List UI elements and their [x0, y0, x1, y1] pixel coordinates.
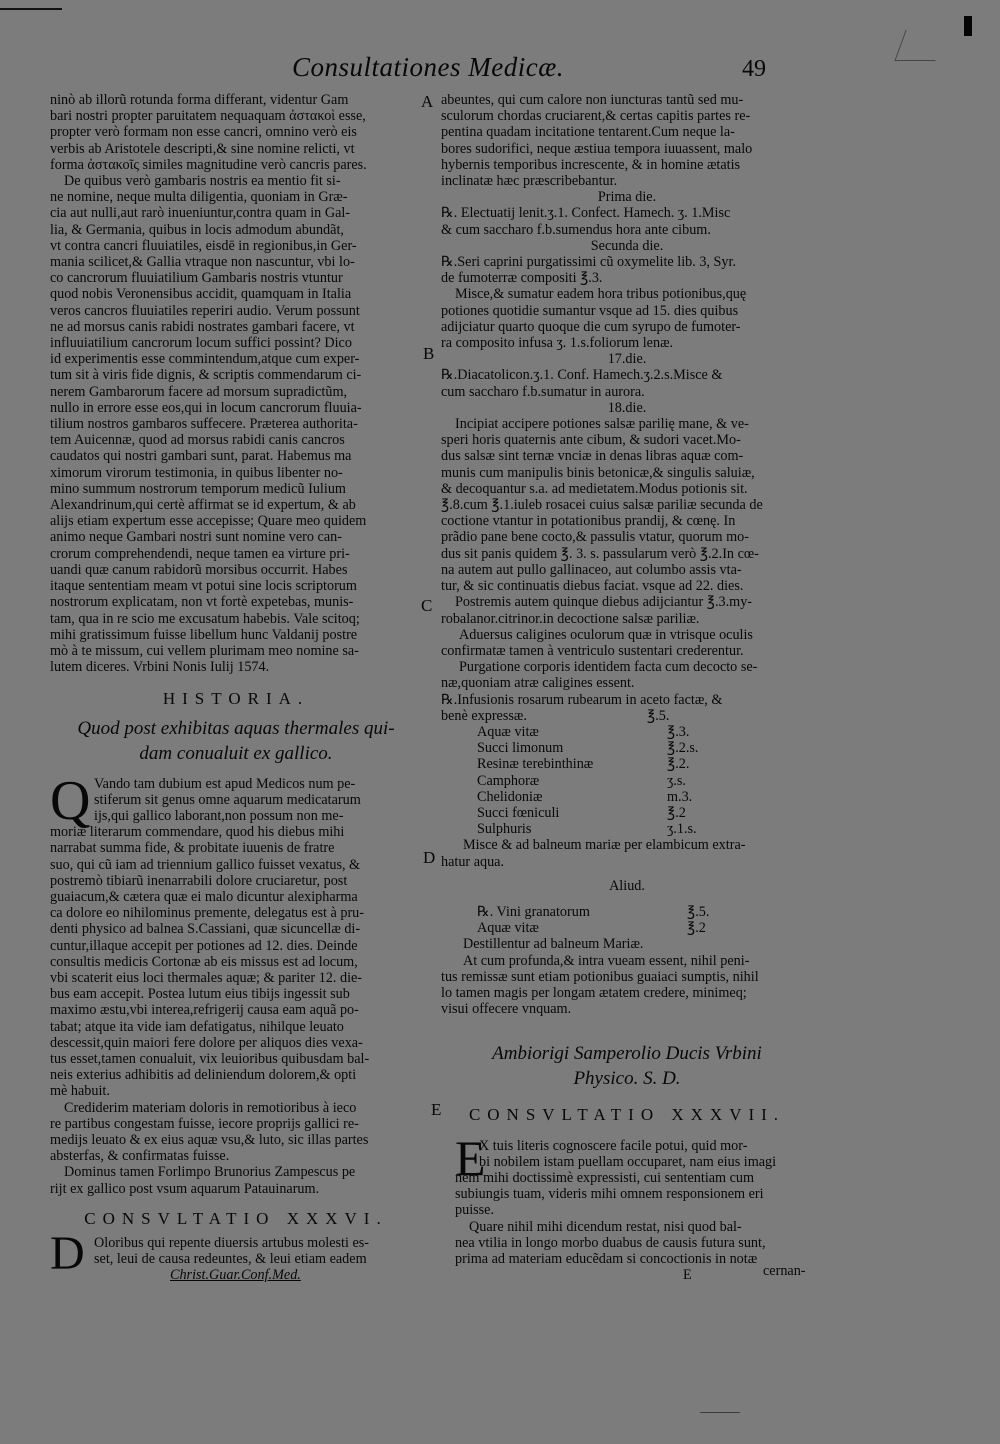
bottom-rule: [700, 1412, 740, 1413]
recipe-row: [441, 773, 813, 789]
text-line: rijt ex gallico post vsum aquarum Patauinarum.: [50, 1180, 320, 1197]
aliud-heading: Aliud.: [609, 877, 645, 894]
signature-letter: E: [683, 1267, 692, 1284]
recipe-quantity: ℥.2.: [667, 756, 690, 773]
text-line: ne ad morsus canis rabidi nostrates gambari facere, vt: [50, 318, 355, 335]
text-line: ℞.Seri caprini purgatissimi cũ oxymelite lib. 3, Syr.: [441, 254, 736, 271]
text-line: ℞.Infusionis rosarum rubearum in aceto factæ, &: [441, 691, 723, 708]
recipe-row: [441, 821, 813, 837]
text-line: tabat; atque ita vide iam defatigatus, nihilque leuato: [50, 1018, 344, 1035]
text-line: dus salsæ sint ternæ vnciæ in denas libras aquæ com-: [441, 448, 744, 465]
top-rule: [0, 8, 62, 10]
catchword: cernan-: [763, 1263, 806, 1280]
historia-title: [50, 716, 422, 766]
text-line: uandi quæ canum rabidorũ morsibus occurrit. Habes: [50, 561, 348, 578]
text-line: nullo in errore esse eos,qui in locum cancrorum fluuia-: [50, 399, 362, 416]
text-line: consultis medicis Cortonæ ab eis missus est ad locum,: [50, 953, 358, 970]
catchword-signature-row: [50, 1267, 422, 1283]
text-line: suo, qui cũ iam ad triennium gallico fuisset vexatus, &: [50, 856, 361, 873]
text-line: tilium nostros gambaros suffecere. Præterea authorita-: [50, 416, 358, 433]
scan-mark: [964, 16, 972, 36]
text-line: lia, & Germania, quibus in locis admodum abundãt,: [50, 221, 344, 238]
marginal-letter-a: A: [421, 92, 434, 111]
text-line: Alexandrinum,qui certè affirmat se id expertum, & ab: [50, 497, 356, 514]
secunda-die-heading: Secunda die.: [590, 237, 664, 254]
text-line: bores sudorifici, neque æstiua tempora iuuassent, malo: [441, 140, 753, 157]
text-line: tam, qua in re scio me excusatum habebis. Vale scitoq;: [50, 610, 360, 627]
text-line: vbi scaterit eius loci thermales aquæ; & pariter 12. die-: [50, 969, 363, 986]
text-line: Postremis autem quinque diebus adijciantur ℥.3.my-: [455, 594, 753, 611]
text-line: cuntur,illaque accepit per potiones ad 12. dies. Deinde: [50, 937, 358, 954]
consultatio-36-heading: CONSVLTATIO XXXVI.: [84, 1208, 388, 1228]
text-line: sculorum chordas cruciarent,& certas capitis partes re-: [441, 108, 751, 125]
historia-heading: HISTORIA.: [162, 689, 310, 709]
text-line: cia aut nulli,aut rarò inueniuntur,contra quam in Gal-: [50, 205, 351, 222]
text-line: denti physico ad balnea S.Cassiani, quæ sicuncellæ di-: [50, 921, 361, 938]
text-line: tum sit à viris fide dignis, & scriptis commendarum ci-: [50, 367, 362, 384]
text-line: pentina quadam incitatione tentarent.Cum neque la-: [441, 124, 735, 141]
recipe-row: [441, 920, 813, 936]
purgatio-paragraph: [441, 659, 813, 691]
intro-paragraph: [441, 92, 813, 189]
text-line: lutem diceres. Vrbini Nonis Iulij 1574.: [50, 659, 270, 676]
text-line: bus eam accepit. Postea lutum eius tibijs ingessit sub: [50, 986, 350, 1003]
recipe-intro: [441, 692, 813, 708]
text-line: confirmatæ tamen à ventriculo sustentari crederentur.: [441, 642, 744, 659]
text-line: ne nomine, neque multa diligentia, quoniam in Græ-: [50, 189, 348, 206]
recipe-quantity: ℥.3.: [667, 723, 690, 740]
recipe-ingredient: Camphoræ: [477, 772, 540, 789]
recipe-quantity: ℥.2: [687, 920, 706, 937]
historia-body: [50, 769, 422, 1100]
text-line: Destillentur ad balneum Mariæ.: [463, 936, 644, 953]
text-line: maximo æstu,vbi interea,refrigerij causa eam aquã po-: [50, 1002, 359, 1019]
text-line: inclinatæ hæc præscribebantur.: [441, 173, 618, 190]
prima-die-text: [441, 205, 813, 237]
marginal-letter-c: C: [421, 596, 433, 615]
text-line: & decoquantur s.a. ad medietatem.Modus potionis sit.: [441, 480, 748, 497]
drop-cap-d: D: [50, 1227, 85, 1280]
marginal-letter-d: D: [423, 848, 436, 867]
text-line: robalanor.citrinor.in decoctione salsæ pariliæ.: [441, 610, 700, 627]
recipe-row: [441, 756, 813, 772]
text-line: munis cum manipulis binis betonicæ,& singulis saluiæ,: [441, 464, 755, 481]
text-line: Crediderim materiam doloris in remotioribus à ieco: [64, 1099, 357, 1116]
text-line: verbis ab Aristotele descripti,& sine nomine relicti, vt: [50, 140, 355, 157]
text-line: nem mihi doctissimè expressisti, cui sententiam cum: [455, 1169, 755, 1186]
text-line: X tuis literis cognoscere facile potui, quid mor-: [479, 1137, 748, 1154]
text-line: nostrorum explicatam, non vt fortè expetebas, munis-: [50, 594, 354, 611]
text-line: re partibus congestam fuisse, iecore proprijs gallici re-: [50, 1115, 359, 1132]
text-line: adijciatur quarto quoque die cum syrupo de fumoter-: [441, 318, 741, 335]
text-line: mò à te missum, cui vellem plurimam meo nomine sa-: [50, 642, 359, 659]
text-line: mino summum nostrorum temporum medicũ Iulium: [50, 480, 346, 497]
recipe-quantity: ℥.5.: [687, 903, 710, 920]
text-line: bari nostri propter paruitatem nequaquam ἀστακοὶ esse,: [50, 108, 366, 125]
text-line: Incipiat accipere potiones salsæ parilię mane, & ve-: [455, 416, 749, 433]
text-line: moriæ literarum commendare, quod his diebus mihi: [50, 824, 345, 841]
letter-heading-line: Ambiorigi Samperolio Ducis Vrbini: [492, 1043, 762, 1065]
secunda-die-text: [441, 254, 813, 351]
text-line: guaiacum,& cætera quæ ei malo dicuntur alexipharma: [50, 888, 358, 905]
page-corner-mark: [894, 30, 946, 61]
text-line: tur, & sic continuatis diebus faciat. vsque ad 22. dies.: [441, 578, 744, 595]
text-line: crorum comprehendendi, neque tamen ea virture pri-: [50, 545, 350, 562]
text-line: Misce & ad balneum mariæ per elambicum extra-: [463, 837, 746, 854]
recipe-row: [441, 724, 813, 740]
historia-title-line: dam conualuit ex gallico.: [139, 742, 333, 764]
historia-paragraph-3-body: [50, 1181, 422, 1197]
text-line: Dominus tamen Forlimpo Brunorius Zampescus pe: [64, 1164, 356, 1181]
text-line: ℞. Electuatij lenit.ʒ.1. Confect. Hamech. ʒ. 1.Misc: [441, 205, 731, 222]
recipe-quantity: ℥.2: [667, 804, 686, 821]
text-line: ra composito infusa ʒ. 1.s.foliorum lenæ.: [441, 335, 674, 352]
text-line: Oloribus qui repente diuersis artubus molesti es-: [94, 1235, 370, 1251]
drop-cap-e: E: [455, 1129, 486, 1186]
text-line: ca dolore eo nihilominus premente, delegatus est à pru-: [50, 905, 364, 922]
recipe-quantity: ℥.2.s.: [667, 740, 699, 757]
text-line: alijs etiam expertum esse accepisse; Quare meo quidem: [50, 513, 367, 530]
recipe-row: [441, 708, 813, 724]
text-line: ℞.Diacatolicon.ʒ.1. Conf. Hamech.ʒ.2.s.Misce &: [441, 367, 723, 384]
paragraph-de-quibus-body: [50, 189, 422, 675]
text-line: quod nobis Veronensibus accidit, quamquam in Italia: [50, 286, 352, 303]
right-column: [441, 92, 813, 1285]
text-line: prima ad materiam educẽdam si concoctionis in notæ: [455, 1251, 758, 1267]
text-line: speri horis quaternis ante cibum, & sudori vacet.Mo-: [441, 432, 741, 449]
historia-title-line: Quod post exhibitas aquas thermales qui-: [77, 717, 395, 739]
text-line: & cum saccharo f.b.sumendus hora ante cibum.: [441, 221, 711, 238]
marginal-letter-e: E: [431, 1100, 442, 1119]
aliud-text: [441, 936, 813, 1017]
recipe-outro: [441, 837, 813, 869]
text-line: propter verò formam non esse cancri, omnino verò eis: [50, 124, 357, 141]
text-line: bi nobilem istam puellam occuparet, nam eius imagi: [479, 1153, 777, 1170]
text-line: cum saccharo f.b.sumatur in aurora.: [441, 383, 645, 400]
text-line: tem Auicennæ, quod ad morsus rabidi canis cancros: [50, 432, 345, 449]
recipe-ingredient: Succi fœniculi: [477, 804, 560, 821]
day-17-heading: 17.die.: [607, 351, 647, 368]
recipe-row: [441, 805, 813, 821]
recipe-ingredient: ℞. Vini granatorum: [477, 903, 590, 920]
recipe-ingredient: Resinæ terebinthinæ: [477, 756, 594, 773]
text-line: nea vtilia in longo morbo duabus de causis futura sunt,: [455, 1234, 766, 1251]
text-line: itaque sententiam meam vt potui sine locis scriptorum: [50, 578, 357, 595]
text-line: ximorum virorum testimonia, in quibus libenter no-: [50, 464, 343, 481]
paragraph-de-quibus: [50, 173, 422, 189]
recipe-quantity: ℥.5.: [647, 707, 670, 724]
text-line: mania scilicet,& Gallia vtraque non nascuntur, vbi lo-: [50, 254, 355, 271]
historia-paragraph-2: [50, 1100, 422, 1116]
text-line: veros cancros fluuiatiles reperiri audio. Verum possunt: [50, 302, 360, 319]
text-line: de fumoterræ compositi ℥.3.: [441, 270, 603, 287]
text-line: nerem Gambarorum facere ad morsum supradictũm,: [50, 383, 348, 400]
text-line: Aduersus caligines oculorum quæ in vtrisque oculis: [459, 626, 753, 643]
text-line: mihi gratissimum fuisse libellum hunc Valdanij postre: [50, 626, 358, 643]
text-line: tus remissæ sunt etiam potionibus guaiaci sumptis, nihil: [441, 968, 759, 985]
text-line: subiungis tuam, videris mihi omnem responsionem eri: [455, 1186, 764, 1203]
left-column: [50, 92, 422, 1284]
text-line: hybernis temporibus increscente, & in homine ætatis: [441, 156, 741, 173]
text-line: hatur aqua.: [441, 853, 505, 870]
day-18-heading: 18.die.: [607, 399, 647, 416]
day-17-text: [441, 367, 813, 399]
text-line: descessit,quin maiori fere dolore per aliquos dies vexa-: [50, 1034, 363, 1051]
text-line: At cum profunda,& intra vueam essent, nihil peni-: [463, 952, 750, 969]
consultatio-37-paragraph-2: [441, 1219, 813, 1268]
text-line: na autem aut pullo gallinaceo, aut columbo assis vta-: [441, 561, 742, 578]
consultatio-37-heading: CONSVLTATIO XXXVII.: [468, 1105, 786, 1125]
recipe-ingredient: benè expressæ.: [441, 707, 527, 724]
page-number: 49: [742, 56, 766, 82]
text-line: influuiatilium cancrorum locum suffici possint? Dico: [50, 335, 352, 352]
text-line: caudatos qui nostri gambari sunt, parat. Habemus ma: [50, 448, 352, 465]
text-line: forma ἀστακοῖς similes magnitudine verò cancris pares.: [50, 156, 367, 173]
recipe-ingredient: Aquæ vitæ: [477, 723, 539, 740]
historia-paragraph-2-body: [50, 1116, 422, 1165]
text-line: stiferum sit genus omne aquarum medicatarum: [94, 791, 361, 808]
recipe-ingredient: Succi limonum: [477, 740, 564, 757]
drop-cap-q: Q: [50, 769, 91, 832]
text-line: næ,quoniam atræ caligines essent.: [441, 675, 635, 692]
text-line: id experimentis esse commintendum,atque cum exper-: [50, 351, 360, 368]
text-line: set, leui de causa redeuntes, & leui etiam eadem: [94, 1251, 367, 1268]
consultatio-37-body: [441, 1129, 813, 1219]
caligines-paragraph: [441, 627, 813, 659]
historia-paragraph-3: [50, 1164, 422, 1180]
text-line: ninò ab illorũ rotunda forma differant, videntur Gam: [50, 92, 349, 108]
paragraph-gambari: [50, 92, 422, 173]
text-line: potiones quotidie sumantur vsque ad 15. dies quibus: [441, 302, 739, 319]
recipe-ingredient: Sulphuris: [477, 821, 532, 838]
text-line: tus esset,tamen conualuit, vix leuioribus quibusdam bal-: [50, 1050, 370, 1067]
recipe-row: [441, 789, 813, 805]
text-line: De quibus verò gambaris nostris ea mentio fit si-: [64, 173, 341, 190]
text-line: animo neque Gambari nostri sunt nomine vero can-: [50, 529, 342, 546]
recipe-quantity: m.3.: [667, 788, 693, 805]
text-line: Vando tam dubium est apud Medicos num pe-: [94, 775, 356, 792]
recipe-quantity: ʒ.1.s.: [667, 821, 697, 838]
text-line: lo tamen magis per longam ætatem credere, minimeq;: [441, 984, 747, 1001]
day-18-text: [441, 416, 813, 627]
text-line: mè habuit.: [50, 1083, 110, 1100]
text-line: coctione vtantur in potationibus prandij, & cœnę. In: [441, 513, 736, 530]
recipe-row: [441, 904, 813, 920]
text-line: abeuntes, qui cum calore non iuncturas tantũ sed mu-: [441, 92, 744, 108]
text-line: prãdio pane bene cocto,& passulis vtatur, quorum mo-: [441, 529, 749, 546]
letter-heading-line: Physico. S. D.: [573, 1068, 681, 1090]
text-line: ijs,qui gallico laborant,non possum non me-: [94, 807, 344, 824]
recipe-quantity: ʒ.s.: [667, 772, 686, 789]
text-line: medijs leuato & ex eius aquæ vsu,& luto, sic illas partes: [50, 1131, 369, 1148]
text-line: postremò tibiarũ inenarrabili dolore cruciaretur, post: [50, 872, 348, 889]
text-line: dus sit panis quidem ℥. 3. s. passularum verò ℥.2.In cœ-: [441, 545, 759, 562]
recipe-ingredient: Aquæ vitæ: [477, 920, 539, 937]
text-line: Quare nihil mihi dicendum restat, nisi quod bal-: [469, 1218, 742, 1235]
text-line: absterfas, & confirmatas fuisse.: [50, 1148, 230, 1165]
catchword-signature: Christ.Guar.Conf.Med.: [170, 1267, 301, 1284]
text-line: Misce,& sumatur eadem hora tribus potionibus,quę: [455, 286, 747, 303]
footer-row: [441, 1263, 813, 1285]
letter-heading: [441, 1041, 813, 1091]
recipe-row: [441, 740, 813, 756]
prima-die-heading: Prima die.: [597, 189, 657, 206]
text-line: puisse.: [455, 1202, 495, 1219]
text-line: vt contra cancri fluuiatiles, eisdē in regionibus,in Ger-: [50, 237, 357, 254]
text-line: ℥.8.cum ℥.1.iuleb rosacei cuius salsæ pariliæ secunda de: [441, 497, 763, 514]
running-title: Consultationes Medicæ.: [292, 52, 564, 82]
text-line: neis exterius adhibitis ad deliniendum dolorem,& opti: [50, 1067, 357, 1084]
text-line: narrabat summa fide, & probitate iuuenis de fratre: [50, 840, 335, 857]
text-line: Purgatione corporis identidem facta cum decocto se-: [459, 659, 758, 676]
text-line: co cancrorum fluuiatilium Gambaris nostris vtuntur: [50, 270, 343, 287]
text-line: visui offecere vnquam.: [441, 1001, 572, 1018]
recipe-ingredient: Chelidoniæ: [477, 788, 543, 805]
marginal-letter-b: B: [423, 344, 435, 363]
